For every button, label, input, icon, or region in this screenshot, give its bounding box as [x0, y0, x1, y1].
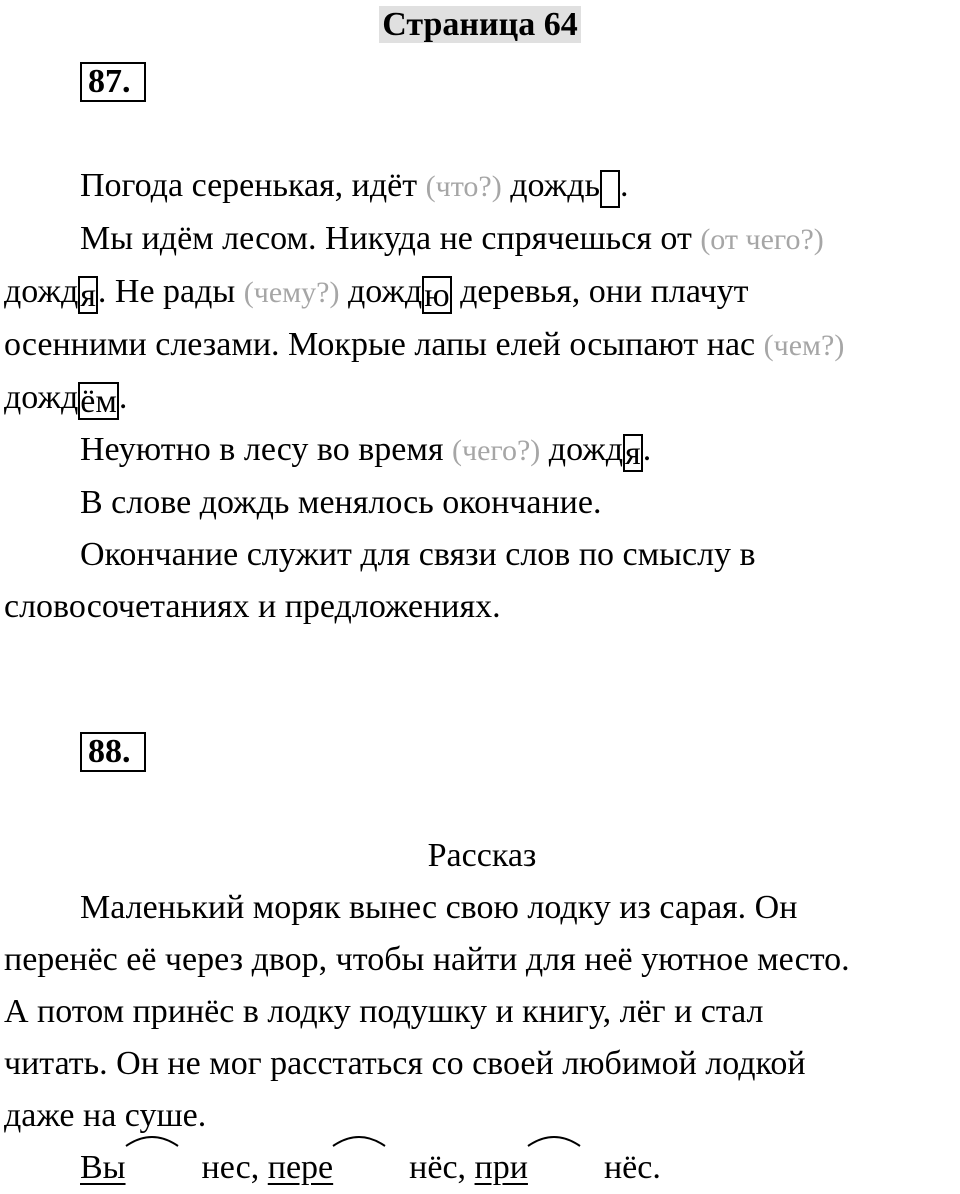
root-arc-icon [124, 1134, 184, 1148]
text-line: В слове дождь менялось окончание. [80, 484, 602, 521]
exercise-number-87: 87. [80, 62, 146, 102]
text-line: перенёс её через двор, чтобы найти для неё уютное место. [4, 941, 850, 978]
text-line: читать. Он не мог расстаться со своей любимой лодкой [4, 1045, 806, 1082]
question-hint: (чего?) [452, 434, 541, 467]
root-arc: нес [126, 1142, 251, 1194]
question-hint: (чем?) [763, 329, 845, 362]
morpheme-line: Вы нес, пере нёс, при нёс. [4, 1142, 960, 1194]
text-line: словосочетаниях и предложениях. [4, 588, 501, 625]
text-line: даже на суше. [4, 1097, 207, 1134]
question-hint: (чему?) [243, 276, 340, 309]
root-arc-icon [526, 1134, 586, 1148]
text-line: Окончание служит для связи слов по смыслу в [80, 536, 756, 573]
text-line: А потом принёс в лодку подушку и книгу, лёг и стал [4, 993, 764, 1030]
page-title: Страница 64 [0, 2, 960, 48]
root-arc: нёс [333, 1142, 457, 1194]
question-hint: (что?) [425, 170, 502, 203]
exercise-87-text [4, 160, 960, 633]
prefix-underline: при [474, 1149, 528, 1186]
root-arc-icon [331, 1134, 391, 1148]
question-hint: (от чего?) [700, 223, 824, 256]
text-line: Маленький моряк вынес свою лодку из сарая. Он [80, 889, 798, 926]
text-line: дождём. [4, 379, 128, 420]
ending-box: я [625, 435, 641, 472]
text-line: Неуютно в лесу во время (чего?) дождя. [80, 431, 652, 472]
exercise-88-text [4, 830, 960, 1194]
text-line: дождя. Не рады (чему?) дождю деревья, они плачут [4, 273, 749, 314]
ending-box [600, 170, 620, 208]
story-heading: Рассказ [427, 837, 537, 874]
text-line: Мы идём лесом. Никуда не спрячешься от (от чего?) [80, 220, 824, 257]
text-line: осенними слезами. Мокрые лапы елей осыпают нас (чем?) [4, 326, 845, 363]
ending-box: я [80, 277, 96, 314]
exercise-number-88: 88. [80, 732, 146, 772]
text-line: Погода серенькая, идёт (что?) дождь . [4, 160, 960, 213]
ending-box: ём [80, 383, 117, 420]
prefix-underline: Вы [80, 1149, 126, 1186]
ending-box: ю [424, 277, 450, 314]
prefix-underline: пере [267, 1149, 334, 1186]
root-arc: нёс [528, 1142, 652, 1194]
